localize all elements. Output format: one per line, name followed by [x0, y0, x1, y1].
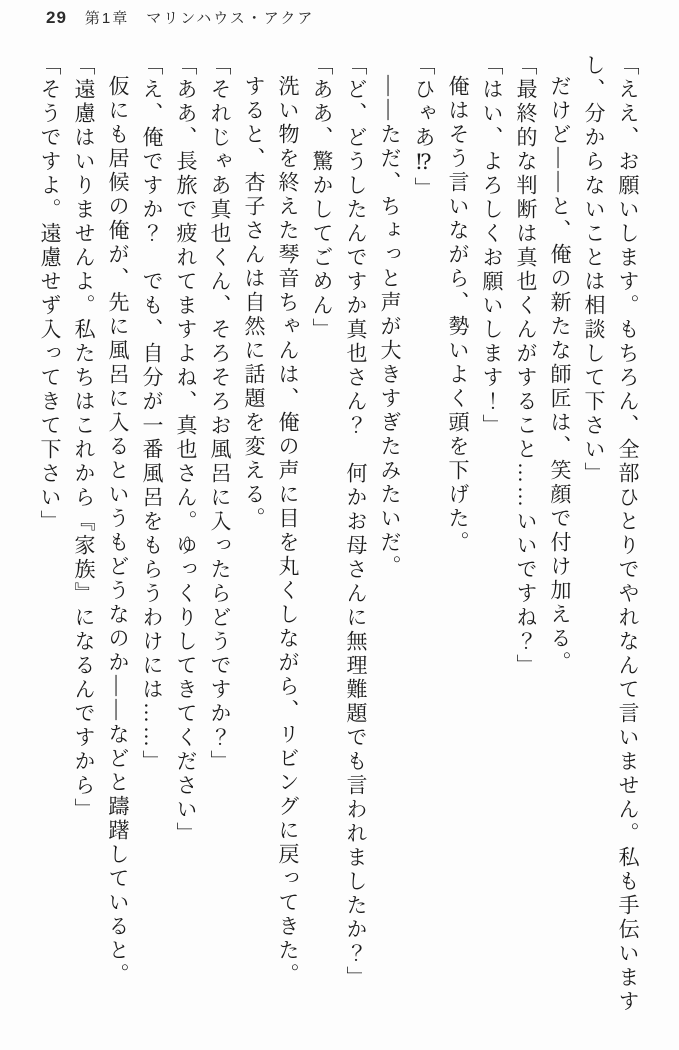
- paragraph: だけど――と、俺の新たな師匠は、笑顔で付け加える。: [548, 75, 572, 675]
- paragraph: 洗い物を終えた琴音ちゃんは、俺の声に目を丸くしながら、リビングに戻ってきた。: [276, 75, 300, 987]
- paragraph: 俺はそう言いながら、勢いよく頭を下げた。: [446, 75, 470, 555]
- paragraph: 「はい、よろしくお願いします！」: [480, 54, 504, 438]
- paragraph: 仮にも居候の俺が、先に風呂に入るというもどうなのか――などと躊躇していると。: [106, 75, 130, 987]
- page-number: 29: [46, 8, 67, 27]
- paragraph: 「ど、どうしたんですか真也さん？ 何かお母さんに無理難題でも言われましたか？」: [344, 54, 368, 990]
- paragraph: 「ええ、お願いします。もちろん、全部ひとりでやれなんて言いません。私も手伝いますし、分からないことは相談して下さい」: [582, 54, 640, 1014]
- paragraph: 「最終的な判断は真也くんがすること……いいですね？」: [514, 54, 538, 678]
- running-header: [46, 7, 314, 28]
- paragraph: ――ただ、ちょっと声が大きすぎたみたいだ。: [378, 75, 402, 579]
- paragraph: 「それじゃあ真也くん、そろそろお風呂に入ったらどうですか？」: [208, 54, 232, 774]
- chapter-title: 第1章 マリンハウス・アクア: [84, 10, 315, 27]
- paragraph: 「そうですよ。遠慮せず入ってきて下さい」: [38, 54, 62, 534]
- vertical-text-body: [31, 54, 645, 1036]
- paragraph: すると、杏子さんは自然に話題を変える。: [242, 75, 266, 531]
- paragraph: 「え、俺ですか？ でも、自分が一番風呂をもらうわけには……」: [140, 54, 164, 774]
- paragraph: 「ひゃあ⁉」: [412, 54, 436, 201]
- paragraph: 「遠慮はいりませんよ。私たちはこれから『家族』になるんですから」: [72, 54, 96, 822]
- paragraph: 「ああ、驚かしてごめん」: [310, 54, 334, 342]
- paragraph: 「ああ、長旅で疲れてますよね、真也さん。ゆっくりしてきてください」: [174, 54, 198, 846]
